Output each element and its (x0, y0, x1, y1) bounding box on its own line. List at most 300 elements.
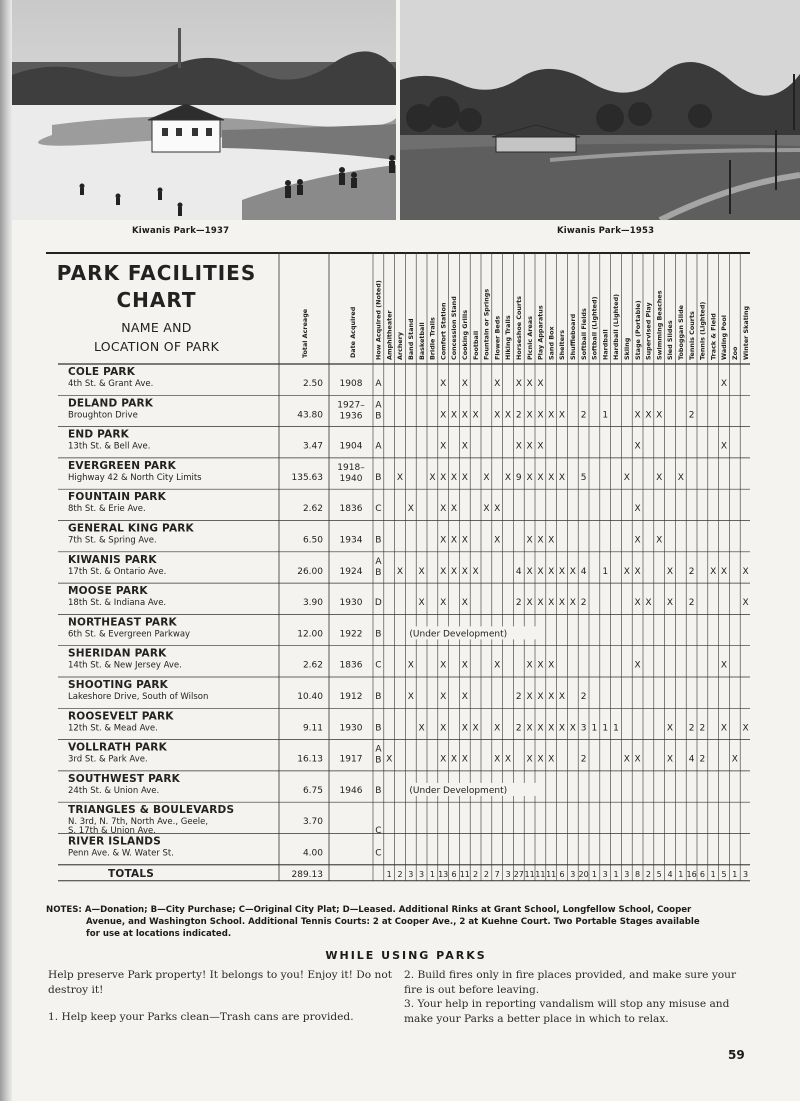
facility-mark: X (710, 566, 717, 577)
park-acreage: 3.47 (302, 441, 323, 452)
park-location: 7th St. & Spring Ave. (68, 535, 157, 546)
park-date-acquired: 1836 (339, 504, 363, 515)
facility-mark: 4 (580, 566, 587, 577)
facility-mark: X (472, 566, 479, 577)
col-header-facility: Picnic Areas (525, 316, 534, 360)
notes-line1: A—Donation; B—City Purchase; C—Original City Plat; D—Leased. Additional Rinks at Grant School, Longfellow School, Cooper (84, 905, 692, 915)
facility-mark: X (677, 472, 684, 483)
facility-mark: X (645, 410, 652, 421)
facility-mark: X (440, 379, 447, 389)
facility-mark: X (494, 660, 501, 671)
facility-mark: 2 (580, 598, 587, 609)
facility-mark: X (504, 472, 512, 483)
facility-mark: X (494, 410, 501, 421)
facility-mark: X (461, 660, 468, 671)
facility-mark: X (742, 598, 749, 609)
facility-total: 3 (624, 869, 630, 879)
facility-mark: X (494, 754, 501, 765)
facility-total: 13 (438, 869, 449, 879)
col-header-facility: Tennis Courts (687, 311, 696, 360)
park-how-acquired: B (375, 629, 382, 640)
facility-mark: X (526, 535, 533, 546)
park-acreage: 26.00 (297, 566, 323, 577)
facility-mark: X (515, 441, 522, 452)
facility-mark: 2 (699, 723, 706, 734)
col-header-facility: Supervised Play (644, 302, 653, 360)
park-name: COLE PARK (68, 366, 136, 378)
park-date-acquired: 1930 (339, 598, 363, 609)
park-status-note: (Under Development) (409, 785, 508, 796)
col-header-facility: Concession Stand (450, 296, 459, 360)
facility-mark: X (720, 379, 728, 389)
facility-mark: 2 (688, 598, 695, 609)
park-acreage: 135.63 (291, 472, 323, 483)
facility-mark: X (634, 660, 641, 671)
park-name: GENERAL KING PARK (68, 522, 194, 535)
facility-total: 27 (513, 869, 524, 879)
park-date-acquired: 1908 (339, 379, 363, 389)
facility-mark: X (558, 410, 566, 421)
facility-mark: X (742, 723, 749, 734)
facility-total: 6 (451, 869, 457, 879)
chart-subtitle-line2: LOCATION OF PARK (93, 339, 220, 354)
facility-mark: 2 (699, 754, 706, 765)
facility-mark: X (418, 598, 425, 609)
facility-mark: X (526, 410, 533, 421)
park-date-acquired: 1918– (337, 462, 365, 473)
facility-mark: X (461, 379, 468, 389)
facility-mark: X (656, 535, 663, 546)
facility-mark: 2 (515, 692, 522, 702)
facility-mark: X (720, 441, 728, 452)
facility-mark: X (483, 472, 490, 483)
facility-mark: X (440, 410, 447, 421)
park-name: MOOSE PARK (68, 585, 148, 598)
park-how-acquired: A (375, 379, 382, 389)
facility-total: 3 (570, 869, 576, 879)
park-how-acquired: C (375, 504, 382, 515)
facility-mark: X (526, 723, 533, 734)
facility-mark: X (450, 410, 458, 421)
facility-mark: 5 (580, 472, 587, 483)
facility-mark: X (461, 535, 468, 546)
facility-mark: X (731, 754, 738, 765)
chart-grid (46, 252, 750, 896)
facility-mark: X (720, 660, 728, 671)
col-header-facility: Tennis (Lighted) (698, 301, 707, 360)
park-location: 6th St. & Evergreen Parkway (68, 629, 191, 640)
park-acreage: 2.62 (302, 504, 323, 515)
facility-mark: X (623, 754, 630, 765)
facility-mark: X (526, 598, 533, 609)
facility-mark: X (656, 410, 663, 421)
col-header-facility: Toboggan Slide (677, 305, 685, 360)
facility-mark: X (623, 566, 630, 577)
facility-mark: X (558, 598, 566, 609)
facility-mark: X (558, 723, 566, 734)
col-header-facility: Softball Fields (579, 308, 588, 360)
col-header-facility: Skiing (623, 337, 631, 360)
rule-2: 2. Build fires only in fire places provided, and make sure your fire is out before leaving. (404, 969, 737, 996)
facility-mark: X (634, 566, 641, 577)
facility-mark: X (569, 598, 576, 609)
facility-mark: X (461, 566, 468, 577)
facility-mark: X (537, 472, 544, 483)
facility-mark: X (742, 566, 749, 577)
totals-acreage: 289.13 (291, 869, 323, 880)
col-header-facility: Flower Beds (493, 315, 502, 360)
facility-total: 1 (429, 869, 435, 879)
facility-mark: X (418, 566, 425, 577)
col-header-facility: Fountain or Springs (482, 288, 491, 360)
facility-mark: X (440, 566, 447, 577)
park-acreage: 43.80 (297, 410, 323, 421)
facility-mark: X (537, 692, 544, 702)
facility-mark: X (526, 660, 533, 671)
facility-mark: X (558, 472, 566, 483)
park-location: 8th St. & Erie Ave. (68, 504, 146, 515)
facility-mark: 2 (688, 410, 695, 421)
col-header-acreage: Total Acreage (301, 308, 309, 358)
facility-total: 3 (419, 869, 425, 879)
park-location: Highway 42 & North City Limits (68, 472, 202, 483)
facility-mark: X (461, 754, 468, 765)
col-header-facility: Sled Slides (666, 320, 675, 360)
col-header-facility: Comfort Station (439, 302, 448, 360)
facility-mark: X (548, 410, 555, 421)
park-location: 4th St. & Grant Ave. (68, 379, 154, 389)
facility-mark: X (634, 410, 641, 421)
facility-total: 7 (494, 869, 500, 879)
park-location: N. 3rd, N. 7th, North Ave., Geele, (68, 817, 209, 828)
col-header-facility: Cooking Grills (461, 309, 469, 360)
facility-mark: X (504, 754, 512, 765)
facility-mark: 9 (515, 472, 522, 483)
facility-total: 11 (459, 869, 470, 879)
facility-mark: 2 (515, 723, 522, 734)
park-acreage: 2.62 (302, 660, 323, 671)
facility-mark: X (537, 723, 544, 734)
facility-total: 2 (645, 869, 651, 879)
col-header-facility: Winter Skating (741, 305, 750, 360)
col-header-facility: Stage (Portable) (633, 300, 642, 360)
facility-mark: X (548, 535, 555, 546)
facility-mark: X (634, 754, 641, 765)
park-name: FOUNTAIN PARK (68, 491, 166, 504)
park-location: 3rd St. & Park Ave. (68, 754, 148, 765)
col-header-facility: Football (471, 330, 480, 360)
facility-mark: X (450, 535, 458, 546)
facility-mark: X (548, 566, 555, 577)
park-how-acquired: B (375, 535, 382, 546)
col-header-facility: Track & Field (709, 313, 718, 360)
page-number: 59 (728, 1048, 745, 1062)
facility-mark: X (504, 410, 512, 421)
park-date-acquired: 1904 (339, 441, 363, 452)
col-header-facility: Shelters (558, 329, 567, 360)
park-facilities-chart (46, 252, 750, 896)
notes-line3: for use at locations indicated. (86, 929, 232, 939)
col-header-facility: Wading Pool (720, 315, 729, 360)
park-location: 12th St. & Mead Ave. (68, 723, 158, 734)
facility-mark: X (461, 472, 468, 483)
facility-mark: X (494, 504, 501, 515)
park-location-line2: S. 17th & Union Ave. (68, 826, 156, 837)
facility-mark: X (494, 723, 501, 734)
park-location: 18th St. & Indiana Ave. (68, 598, 167, 609)
facility-mark: X (558, 692, 566, 702)
park-location: 13th St. & Bell Ave. (68, 441, 151, 452)
park-how-acquired: B (375, 411, 382, 422)
facility-total: 4 (667, 869, 673, 879)
park-name: END PARK (68, 428, 130, 441)
col-header-facility: Bridle Trails (428, 317, 437, 360)
facility-mark: X (537, 535, 544, 546)
col-header-facility: Zoo (731, 346, 739, 360)
facility-mark: X (558, 566, 566, 577)
park-date-acquired: 1927– (337, 400, 365, 411)
facility-mark: X (666, 723, 674, 734)
facility-total: 6 (699, 869, 705, 879)
park-location: 14th St. & New Jersey Ave. (68, 660, 182, 671)
park-name: VOLLRATH PARK (68, 741, 167, 754)
col-header-facility: Horseshoe Courts (515, 296, 523, 360)
facility-total: 1 (732, 869, 738, 879)
park-date-acquired: 1940 (339, 473, 363, 484)
park-how-acquired: C (375, 660, 382, 671)
park-date-acquired: 1917 (339, 754, 363, 765)
facility-mark: 2 (580, 410, 587, 421)
facility-mark: X (450, 566, 458, 577)
facility-mark: 2 (688, 566, 695, 577)
facility-mark: X (429, 472, 436, 483)
photo-caption-1937: Kiwanis Park—1937 (132, 226, 230, 236)
chart-subtitle-line1: NAME AND (121, 320, 192, 335)
facility-mark: X (483, 504, 490, 515)
park-status-note: (Under Development) (409, 629, 508, 640)
park-name: TRIANGLES & BOULEVARDS (68, 804, 235, 817)
col-header-date: Date Acquired (349, 306, 357, 358)
facility-mark: X (396, 472, 404, 483)
col-header-facility: How Acquired (Noted) (374, 280, 383, 360)
facility-total: 1 (678, 869, 684, 879)
park-name: RIVER ISLANDS (68, 835, 161, 848)
facility-total: 1 (591, 869, 597, 879)
facility-total: 11 (546, 869, 557, 879)
col-header-facility: Sand Box (547, 326, 556, 360)
facility-mark: X (548, 692, 555, 702)
park-date-acquired: 1924 (339, 566, 363, 577)
facility-mark: X (515, 379, 522, 389)
facility-total: 8 (635, 869, 641, 879)
facility-mark: X (537, 598, 544, 609)
facility-mark: X (548, 723, 555, 734)
col-header-facility: Hardball (Lighted) (612, 293, 621, 360)
facility-total: 3 (505, 869, 511, 879)
facility-mark: X (526, 379, 533, 389)
park-acreage: 6.75 (302, 785, 323, 796)
facility-total: 1 (710, 869, 716, 879)
facility-mark: X (418, 723, 425, 734)
totals-label: TOTALS (108, 867, 155, 880)
facility-mark: X (407, 504, 414, 515)
park-date-acquired: 1836 (339, 660, 363, 671)
facility-mark: 4 (515, 566, 522, 577)
park-how-acquired: A (375, 744, 382, 755)
facility-total: 3 (743, 869, 749, 879)
facility-mark: X (440, 472, 447, 483)
park-how-acquired: B (375, 692, 382, 702)
facility-mark: X (440, 692, 447, 702)
facility-mark: X (634, 598, 641, 609)
facility-total: 11 (535, 869, 546, 879)
col-header-facility: Band Stand (407, 318, 415, 360)
facility-mark: X (548, 598, 555, 609)
facility-mark: 2 (515, 598, 522, 609)
park-name: SHOOTING PARK (68, 679, 169, 691)
facility-mark: X (526, 566, 533, 577)
park-how-acquired: B (375, 472, 382, 483)
facility-mark: X (461, 441, 468, 452)
facility-mark: 1 (602, 723, 609, 734)
facility-total: 2 (397, 869, 403, 879)
park-how-acquired: B (375, 785, 382, 796)
facility-total: 20 (578, 869, 589, 879)
park-name: SOUTHWEST PARK (68, 772, 180, 785)
chart-title-line1: PARK FACILITIES (56, 261, 257, 285)
facility-mark: X (386, 754, 393, 765)
facility-mark: 2 (580, 754, 587, 765)
facility-mark: X (461, 598, 468, 609)
facility-mark: 2 (515, 410, 522, 421)
facility-mark: X (634, 535, 641, 546)
facility-mark: X (440, 598, 447, 609)
facility-mark: X (569, 723, 576, 734)
park-acreage: 16.13 (297, 754, 323, 765)
facility-mark: X (537, 410, 544, 421)
facility-total: 3 (602, 869, 608, 879)
chart-notes (46, 904, 756, 940)
facility-mark: X (440, 660, 447, 671)
facility-mark: X (461, 692, 468, 702)
facility-mark: X (407, 660, 414, 671)
facility-mark: X (537, 566, 544, 577)
facility-total: 5 (656, 869, 662, 879)
facility-mark: X (450, 472, 458, 483)
photo-kiwanis-1953 (400, 0, 800, 220)
facility-mark: 1 (613, 723, 619, 734)
park-acreage: 3.90 (302, 598, 323, 609)
facility-mark: X (472, 410, 479, 421)
facility-mark: X (634, 504, 641, 515)
facility-total: 2 (483, 869, 489, 879)
facility-total: 6 (559, 869, 565, 879)
col-header-facility: Hardball (601, 329, 610, 360)
facility-mark: X (666, 566, 674, 577)
park-how-acquired: A (375, 400, 382, 411)
facility-total: 2 (473, 869, 479, 879)
facility-mark: X (494, 379, 501, 389)
park-date-acquired: 1912 (339, 692, 363, 702)
page-gutter-shadow (0, 0, 12, 1101)
facility-mark: X (440, 754, 447, 765)
rules-intro: Help preserve Park property! It belongs to you! Enjoy it! Do not destroy it! (48, 969, 392, 996)
park-date-acquired: 1922 (339, 629, 363, 640)
park-how-acquired: C (375, 826, 382, 837)
facility-total: 11 (524, 869, 535, 879)
park-how-acquired: A (375, 556, 382, 567)
col-header-facility: Amphitheater (385, 310, 394, 360)
facility-mark: X (472, 723, 479, 734)
facility-total: 1 (613, 869, 619, 879)
col-header-facility: Swimming Beaches (655, 290, 664, 360)
facility-total: 3 (408, 869, 414, 879)
facility-mark: X (450, 504, 458, 515)
facility-mark: X (526, 692, 533, 702)
col-header-facility: Basketball (417, 322, 426, 360)
facility-mark: X (623, 472, 630, 483)
park-date-acquired: 1946 (339, 785, 363, 796)
facility-mark: 1 (602, 410, 609, 421)
facility-mark: X (548, 660, 555, 671)
facility-mark: X (537, 379, 544, 389)
facility-mark: X (720, 566, 728, 577)
facility-mark: X (634, 441, 641, 452)
facility-mark: X (450, 754, 458, 765)
facility-mark: 2 (688, 723, 695, 734)
park-acreage: 6.50 (302, 535, 323, 546)
facility-mark: X (537, 754, 544, 765)
facility-mark: X (526, 441, 533, 452)
park-location: 24th St. & Union Ave. (68, 785, 160, 796)
park-name: KIWANIS PARK (68, 553, 157, 566)
facility-mark: X (548, 472, 555, 483)
col-header-facility: Archery (396, 331, 405, 360)
facility-mark: X (526, 472, 533, 483)
park-how-acquired: A (375, 441, 382, 452)
park-acreage: 12.00 (297, 629, 323, 640)
col-header-facility: Play Apparatus (536, 305, 545, 360)
park-location: Broughton Drive (68, 410, 138, 421)
park-date-acquired: 1936 (339, 411, 363, 422)
photo-kiwanis-1937 (12, 0, 396, 220)
park-name: ROOSEVELT PARK (68, 710, 174, 723)
col-header-facility: Hiking Trails (504, 315, 513, 360)
facility-mark: X (666, 754, 674, 765)
facility-mark: X (548, 754, 555, 765)
rules-heading: WHILE USING PARKS (325, 949, 487, 962)
facility-mark: 4 (688, 754, 695, 765)
facility-mark: X (440, 441, 447, 452)
rule-1: 1. Help keep your Parks clean—Trash cans are provided. (48, 1011, 354, 1023)
facility-mark: 1 (602, 566, 609, 577)
park-name: NORTHEAST PARK (68, 616, 177, 629)
park-date-acquired: 1930 (339, 723, 363, 734)
park-location: 17th St. & Ontario Ave. (68, 566, 167, 577)
facility-mark: X (645, 598, 652, 609)
facility-mark: X (537, 441, 544, 452)
park-location: Penn Ave. & W. Water St. (68, 848, 174, 859)
park-name: SHERIDAN PARK (68, 647, 167, 660)
facility-total: 5 (721, 869, 727, 879)
park-how-acquired: B (375, 567, 382, 578)
facility-mark: X (720, 723, 728, 734)
facility-mark: X (656, 472, 663, 483)
park-name: EVERGREEN PARK (68, 459, 176, 472)
facility-mark: X (537, 660, 544, 671)
document-page (12, 0, 800, 1101)
rule-3: 3. Your help in reporting vandalism will stop any misuse and make your Parks a better place in which to relax. (404, 998, 730, 1025)
